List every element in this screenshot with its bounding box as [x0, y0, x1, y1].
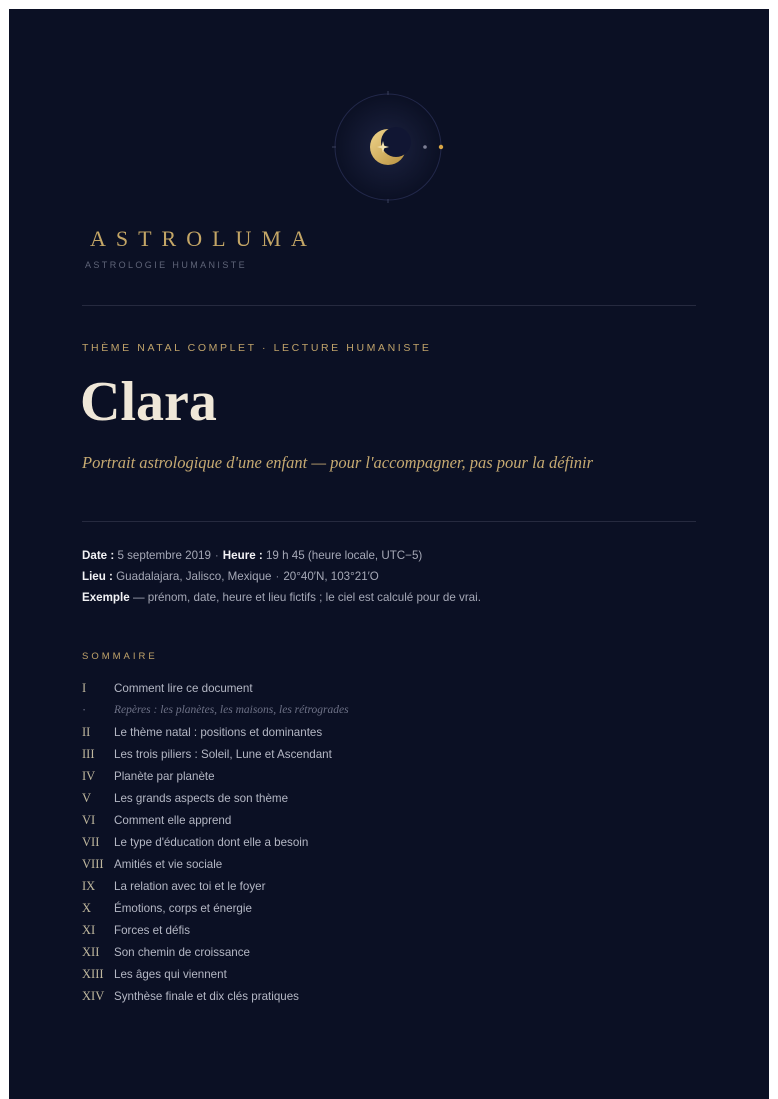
toc-number: V: [82, 790, 92, 805]
toc-number: XII: [82, 944, 100, 959]
toc-label: Le type d'éducation dont elle a besoin: [114, 835, 309, 849]
toc-label: Les âges qui viennent: [114, 967, 227, 981]
toc-label: Comment elle apprend: [114, 813, 232, 827]
toc-subitem[interactable]: [82, 699, 349, 721]
meta-line-place: Lieu : Guadalajara, Jalisco, Mexique · 20°40′N, 103°21′O: [82, 570, 379, 583]
date-value: 5 septembre 2019: [117, 549, 211, 562]
toc-item[interactable]: [82, 831, 349, 853]
toc-item[interactable]: [82, 897, 349, 919]
toc-label: Amitiés et vie sociale: [114, 857, 223, 871]
toc-label: Comment lire ce document: [114, 681, 253, 695]
toc-number: VII: [82, 834, 100, 849]
toc-number: XIII: [82, 966, 104, 981]
toc-number: VI: [82, 812, 96, 827]
toc-item[interactable]: [82, 743, 349, 765]
toc-label: La relation avec toi et le foyer: [114, 879, 266, 893]
toc-number: III: [82, 746, 95, 761]
toc-item[interactable]: [82, 875, 349, 897]
place-label: Lieu :: [82, 570, 113, 583]
document-page: [9, 9, 769, 1099]
toc-label: Synthèse finale et dix clés pratiques: [114, 989, 299, 1003]
toc-item[interactable]: [82, 985, 349, 1007]
coordinates-value: 20°40′N, 103°21′O: [283, 570, 379, 583]
toc-label: Les grands aspects de son thème: [114, 791, 289, 805]
divider: [82, 521, 696, 522]
toc-item[interactable]: [82, 853, 349, 875]
toc-number: VIII: [82, 856, 104, 871]
birth-details: [82, 545, 481, 608]
crescent-moon-orbit-icon: [332, 91, 444, 203]
brand-tagline: ASTROLOGIE HUMANISTE: [85, 260, 248, 270]
toc-number: X: [82, 900, 92, 915]
toc-item[interactable]: [82, 809, 349, 831]
place-value: Guadalajara, Jalisco, Mexique: [116, 570, 272, 583]
meta-line-example: [82, 587, 481, 608]
toc-number: XI: [82, 922, 96, 937]
toc-item[interactable]: [82, 721, 349, 743]
page-subtitle: Portrait astrologique d'une enfant — pour l'accompagner, pas pour la définir: [82, 453, 594, 472]
toc-item[interactable]: [82, 941, 349, 963]
meta-line-date: Date : 5 septembre 2019 · Heure : 19 h 45 (heure locale, UTC−5): [82, 549, 423, 562]
toc-item[interactable]: [82, 765, 349, 787]
toc-number: I: [82, 680, 87, 695]
toc-number: IX: [82, 878, 96, 893]
example-label: Exemple: [82, 591, 130, 604]
toc-label: Les trois piliers : Soleil, Lune et Ascendant: [114, 747, 332, 761]
toc-label: Planète par planète: [114, 769, 215, 783]
toc-label: Repères : les planètes, les maisons, les rétrogrades: [114, 704, 349, 716]
toc-item[interactable]: [82, 677, 349, 699]
toc-number: ·: [82, 702, 87, 717]
toc-number: XIV: [82, 988, 105, 1003]
toc-label: Forces et défis: [114, 923, 191, 937]
toc-label: Émotions, corps et énergie: [114, 901, 252, 915]
toc-label: Son chemin de croissance: [114, 945, 250, 959]
example-text: — prénom, date, heure et lieu fictifs ; le ciel est calculé pour de vrai.: [132, 591, 481, 604]
time-value: 19 h 45 (heure locale, UTC−5): [265, 549, 423, 562]
toc-item[interactable]: [82, 963, 349, 985]
toc-item[interactable]: [82, 787, 349, 809]
toc-number: II: [82, 724, 91, 739]
page-title: Clara: [80, 371, 217, 433]
toc-item[interactable]: [82, 919, 349, 941]
toc-number: IV: [82, 768, 96, 783]
toc-title: SOMMAIRE: [82, 651, 158, 662]
table-of-contents: [82, 677, 349, 1007]
document-kicker: THÈME NATAL COMPLET · LECTURE HUMANISTE: [82, 342, 432, 354]
divider: [82, 305, 696, 306]
toc-label: Le thème natal : positions et dominantes: [114, 725, 323, 739]
brand-name: ASTROLUMA: [90, 226, 317, 251]
date-label: Date :: [82, 549, 115, 562]
time-label: Heure :: [222, 549, 263, 562]
